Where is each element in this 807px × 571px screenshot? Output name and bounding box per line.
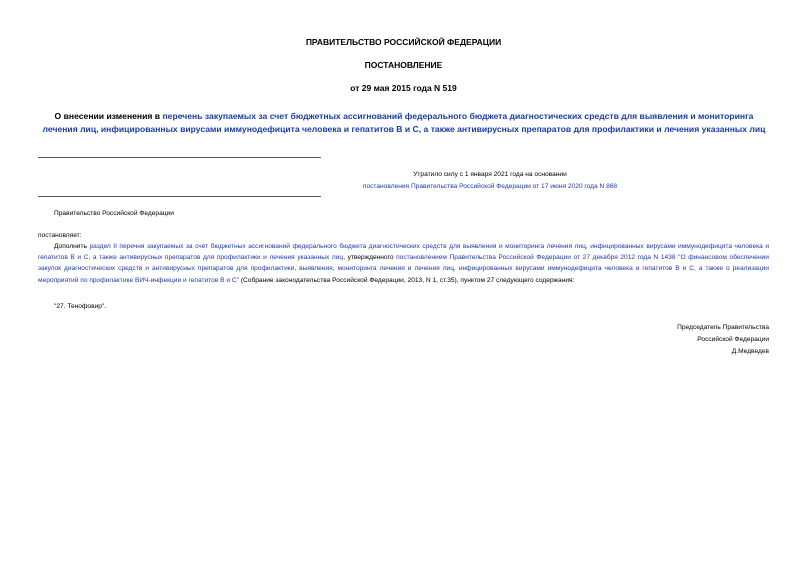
government-header: ПРАВИТЕЛЬСТВО РОССИЙСКОЙ ФЕДЕРАЦИИ [305,37,502,47]
document-type: ПОСТАНОВЛЕНИЕ [364,60,443,70]
document-title [38,110,770,136]
paragraph-end: (Собрание законодательства Российской Федерации, 2013, N 1, ст.35), пунктом 27 следующего содержания: [239,276,575,284]
title-link[interactable]: перечень закупаемых за счет бюджетных ассигнований федерального бюджета диагностических средств для выявления и мониторинга лечения лиц, инфицированных вирусами иммунодефицита человека и гепатитов В и С, а также антивирусных препаратов для профилактики и лечения указанных лиц [42,111,766,134]
government-line: Правительство Российской Федерации [54,210,174,217]
signature-org: Российской Федерации [697,336,769,343]
paragraph-middle: , утвержденного [343,254,397,262]
status-line: Утратило силу с 1 января 2021 года на основании [413,171,567,178]
title-prefix: О внесении изменения в [54,111,163,121]
signature-title: Председатель Правительства [677,324,769,331]
paragraph-start: Дополнить [54,243,90,250]
main-paragraph [38,241,769,286]
signature-block [677,322,769,358]
document-date-number: от 29 мая 2015 года N 519 [350,83,457,93]
item-27: "27. Тенофовир". [54,303,107,310]
status-link[interactable]: постановления Правительства Российской Федерации от 17 июня 2020 года N 868 [362,183,618,190]
signature-name: Д.Медведев [731,348,769,355]
divider-bottom [38,196,321,197]
decides-line: постановляет: [38,232,82,239]
divider-top [38,157,321,158]
decree-link[interactable]: постановлением Правительства Российской Федерации от 27 декабря 2012 года N 1438 "О финансовом обеспечении закупок диагностических средств и антивирусных препаратов для профилактики, выявления, мониторинга лечения и лечения лиц, инфицированных вирусами иммунодефицита человека и гепатитов В и С, а также о реализации мероприятий по профилактике ВИЧ-инфекции и гепатитов В и С" [38,254,769,284]
status-note [200,169,780,193]
section-link[interactable]: раздел II перечня закупаемых за счет бюджетных ассигнований федерального бюджета диагностических средств для выявления и мониторинга лечения лиц, инфицированных вирусами иммунодефицита человека и гепатитов В и С, а также антивирусных препаратов для профилактики и лечения указанных лиц [38,243,770,262]
